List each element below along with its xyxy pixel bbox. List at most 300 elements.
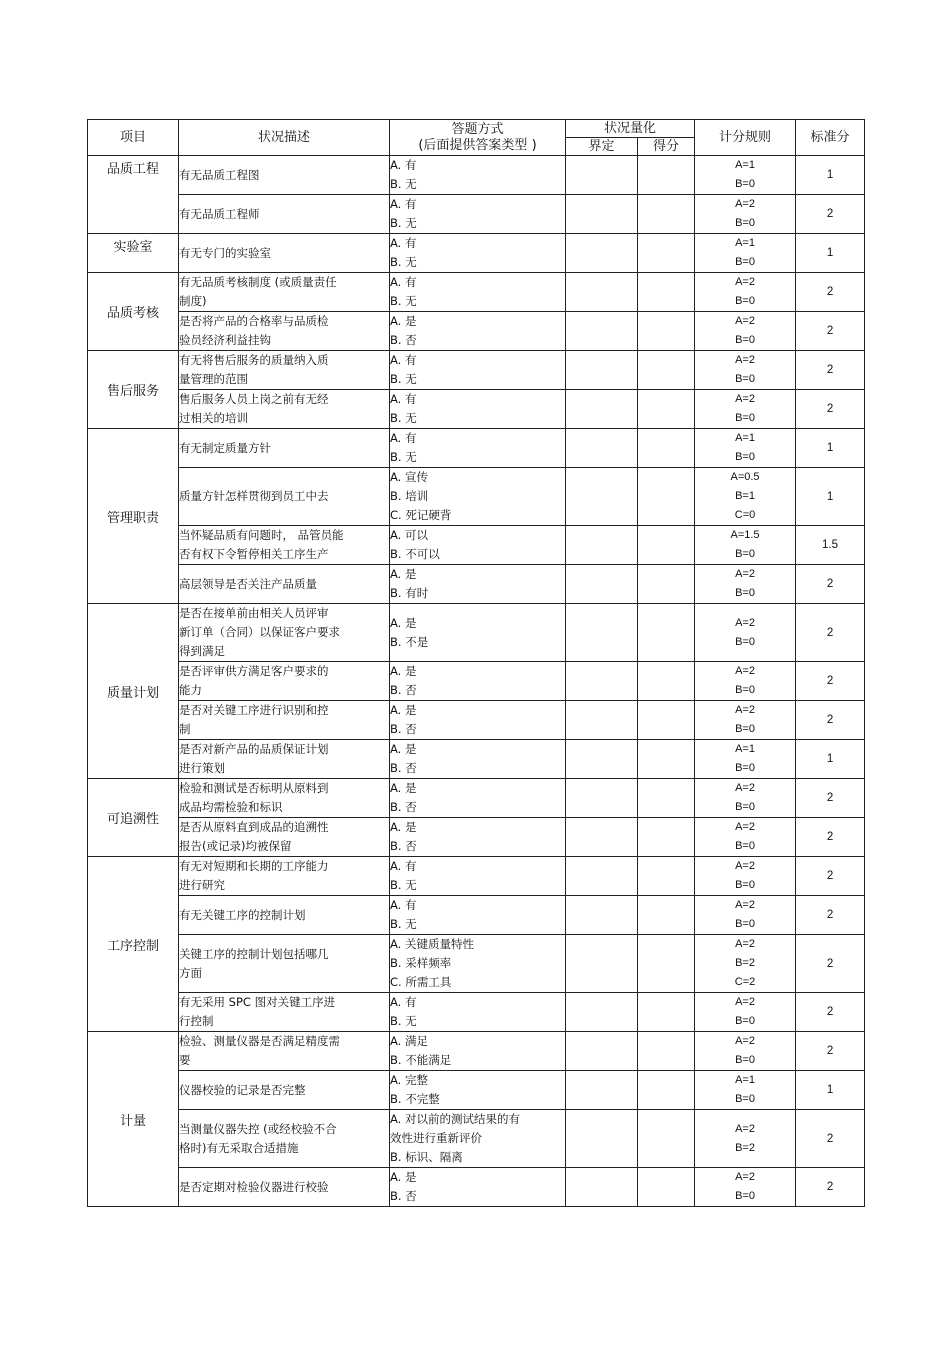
table-row bbox=[88, 1071, 865, 1110]
score-input-cell[interactable] bbox=[638, 1110, 695, 1168]
answer-line: A. 是 bbox=[390, 567, 417, 581]
description-line: 要 bbox=[179, 1053, 191, 1067]
answer-cell bbox=[390, 701, 566, 740]
rule-line: C=0 bbox=[734, 509, 756, 521]
define-input-cell[interactable] bbox=[566, 468, 638, 526]
answer-line: A. 有 bbox=[390, 995, 417, 1009]
answer-line: B. 无 bbox=[390, 216, 417, 230]
description-line: 否有权下令暂停相关工序生产 bbox=[179, 547, 329, 561]
answer-cell bbox=[390, 429, 566, 468]
answer-cell bbox=[390, 312, 566, 351]
table-row bbox=[88, 312, 865, 351]
rule-cell bbox=[695, 857, 796, 896]
rule-cell bbox=[695, 156, 796, 195]
rule-cell bbox=[695, 993, 796, 1032]
define-input-cell[interactable] bbox=[566, 1032, 638, 1071]
score-input-cell[interactable] bbox=[638, 234, 695, 273]
rule-line: B=0 bbox=[735, 635, 755, 648]
answer-line: A. 对以前的测试结果的有 bbox=[390, 1112, 520, 1126]
description-line: 验员经济利益挂钩 bbox=[179, 333, 271, 347]
score-input-cell[interactable] bbox=[638, 1032, 695, 1071]
rule-line: B=0 bbox=[735, 334, 755, 346]
description-line: 当测量仪器失控 (或经校验不合 bbox=[179, 1121, 337, 1136]
rule-line: B=0 bbox=[735, 1015, 755, 1027]
header-answer-method-title: 答题方式 bbox=[451, 121, 504, 137]
table-row bbox=[88, 390, 865, 429]
rule-line: A=0.5 bbox=[730, 471, 760, 483]
rule-cell bbox=[695, 818, 796, 857]
description-cell bbox=[179, 273, 390, 312]
answer-line: B. 不能满足 bbox=[390, 1053, 452, 1067]
rule-line: B=0 bbox=[735, 684, 755, 696]
answer-line: B. 无 bbox=[390, 878, 417, 892]
rule-cell bbox=[695, 273, 796, 312]
rule-line: B=0 bbox=[735, 587, 755, 599]
description-line: 制度) bbox=[179, 294, 207, 308]
category-cell: 计量 bbox=[88, 1032, 179, 1207]
table-row bbox=[88, 857, 865, 896]
score-input-cell[interactable] bbox=[638, 779, 695, 818]
rule-line: A=2 bbox=[735, 996, 755, 1008]
answer-line: B. 无 bbox=[390, 450, 417, 464]
answer-cell bbox=[390, 1168, 566, 1207]
description-line: 制 bbox=[179, 722, 191, 736]
answer-line: B. 不完整 bbox=[390, 1092, 440, 1106]
standard-score-cell: 2 bbox=[796, 565, 865, 604]
define-input-cell[interactable] bbox=[566, 234, 638, 273]
define-input-cell[interactable] bbox=[566, 935, 638, 993]
score-input-cell[interactable] bbox=[638, 604, 695, 662]
description-line: 售后服务人员上岗之前有无经 bbox=[179, 392, 329, 406]
score-input-cell[interactable] bbox=[638, 429, 695, 468]
table-row bbox=[88, 935, 865, 993]
answer-line: B. 否 bbox=[390, 800, 417, 814]
rule-line: B=0 bbox=[735, 412, 755, 424]
answer-line: A. 完整 bbox=[390, 1073, 428, 1087]
table-row bbox=[88, 779, 865, 818]
answer-cell bbox=[390, 857, 566, 896]
header-score: 得分 bbox=[638, 138, 695, 156]
answer-line: B. 否 bbox=[390, 683, 417, 697]
table-row bbox=[88, 351, 865, 390]
define-input-cell[interactable] bbox=[566, 195, 638, 234]
rule-line: B=0 bbox=[735, 217, 755, 229]
category-cell: 工序控制 bbox=[88, 857, 179, 1032]
rule-cell bbox=[695, 234, 796, 273]
answer-line: B. 否 bbox=[390, 333, 417, 347]
description-line: 有无制定质量方针 bbox=[179, 440, 271, 455]
score-input-cell[interactable] bbox=[638, 273, 695, 312]
rule-line: A=1.5 bbox=[730, 529, 760, 541]
description-cell bbox=[179, 1071, 390, 1110]
score-input-cell[interactable] bbox=[638, 390, 695, 429]
rule-line: B=0 bbox=[735, 295, 755, 307]
score-input-cell[interactable] bbox=[638, 818, 695, 857]
answer-line: C. 死记硬背 bbox=[390, 508, 452, 522]
category-cell: 质量计划 bbox=[88, 604, 179, 779]
rule-line: B=1 bbox=[735, 490, 755, 502]
score-input-cell[interactable] bbox=[638, 565, 695, 604]
rule-cell bbox=[695, 1071, 796, 1110]
answer-cell bbox=[390, 993, 566, 1032]
score-input-cell[interactable] bbox=[638, 662, 695, 701]
define-input-cell[interactable] bbox=[566, 390, 638, 429]
rule-line: B=0 bbox=[735, 723, 755, 735]
rule-line: A=2 bbox=[735, 354, 755, 366]
table-row bbox=[88, 195, 865, 234]
define-input-cell[interactable] bbox=[566, 156, 638, 195]
define-input-cell[interactable] bbox=[566, 740, 638, 779]
rule-line: A=2 bbox=[735, 821, 755, 833]
rule-line: A=2 bbox=[735, 782, 755, 794]
answer-cell bbox=[390, 390, 566, 429]
rule-cell bbox=[695, 701, 796, 740]
answer-cell bbox=[390, 565, 566, 604]
answer-cell bbox=[390, 351, 566, 390]
answer-line: B. 无 bbox=[390, 372, 417, 386]
score-input-cell[interactable] bbox=[638, 526, 695, 565]
define-input-cell[interactable] bbox=[566, 896, 638, 935]
rule-cell bbox=[695, 1110, 796, 1168]
answer-line: A. 有 bbox=[390, 275, 417, 289]
description-cell bbox=[179, 779, 390, 818]
table-row bbox=[88, 565, 865, 604]
score-input-cell[interactable] bbox=[638, 351, 695, 390]
define-input-cell[interactable] bbox=[566, 857, 638, 896]
rule-line: A=2 bbox=[735, 938, 755, 950]
define-input-cell[interactable] bbox=[566, 662, 638, 701]
description-cell bbox=[179, 662, 390, 701]
rule-line: B=0 bbox=[735, 451, 755, 463]
rule-line: A=2 bbox=[735, 315, 755, 327]
description-line: 是否从原料直到成品的追溯性 bbox=[179, 820, 329, 834]
answer-cell bbox=[390, 604, 566, 662]
description-line: 行控制 bbox=[179, 1014, 214, 1028]
score-input-cell[interactable] bbox=[638, 701, 695, 740]
answer-cell bbox=[390, 195, 566, 234]
description-line: 是否将产品的合格率与品质检 bbox=[179, 314, 329, 328]
standard-score-cell: 2 bbox=[796, 818, 865, 857]
score-input-cell[interactable] bbox=[638, 195, 695, 234]
define-input-cell[interactable] bbox=[566, 1168, 638, 1207]
rule-cell bbox=[695, 429, 796, 468]
standard-score-cell: 2 bbox=[796, 1032, 865, 1071]
description-line: 进行研究 bbox=[179, 878, 225, 892]
answer-line: A. 有 bbox=[390, 898, 417, 912]
description-cell bbox=[179, 604, 390, 662]
define-input-cell[interactable] bbox=[566, 701, 638, 740]
answer-cell bbox=[390, 1032, 566, 1071]
standard-score-cell: 2 bbox=[796, 195, 865, 234]
rule-cell bbox=[695, 1168, 796, 1207]
answer-line: A. 是 bbox=[390, 820, 417, 834]
header-standard: 标准分 bbox=[796, 120, 865, 156]
description-line: 有无品质工程师 bbox=[179, 206, 260, 221]
score-input-cell[interactable] bbox=[638, 156, 695, 195]
rule-cell bbox=[695, 740, 796, 779]
description-cell bbox=[179, 351, 390, 390]
answer-line: A. 有 bbox=[390, 859, 417, 873]
description-line: 进行策划 bbox=[179, 761, 225, 775]
score-input-cell[interactable] bbox=[638, 896, 695, 935]
description-line: 仪器校验的记录是否完整 bbox=[179, 1082, 306, 1097]
score-input-cell[interactable] bbox=[638, 1071, 695, 1110]
rule-line: A=1 bbox=[735, 743, 755, 755]
score-input-cell[interactable] bbox=[638, 935, 695, 993]
header-define: 界定 bbox=[566, 138, 638, 156]
table-row bbox=[88, 993, 865, 1032]
rule-cell bbox=[695, 604, 796, 662]
answer-line: B. 否 bbox=[390, 761, 417, 775]
rule-line: A=2 bbox=[735, 665, 755, 677]
description-cell bbox=[179, 1110, 390, 1168]
define-input-cell[interactable] bbox=[566, 993, 638, 1032]
table-row bbox=[88, 662, 865, 701]
rule-line: A=1 bbox=[735, 432, 755, 444]
rule-cell bbox=[695, 390, 796, 429]
answer-cell bbox=[390, 1110, 566, 1168]
answer-line: B. 标识、隔离 bbox=[390, 1150, 463, 1164]
description-cell bbox=[179, 1168, 390, 1207]
answer-cell bbox=[390, 818, 566, 857]
answer-line: B. 采样频率 bbox=[390, 956, 452, 970]
description-cell bbox=[179, 896, 390, 935]
answer-cell bbox=[390, 234, 566, 273]
description-line: 是否对关键工序进行识别和控 bbox=[179, 703, 329, 717]
answer-line: A. 关键质量特性 bbox=[390, 937, 474, 951]
standard-score-cell: 2 bbox=[796, 896, 865, 935]
rule-line: B=0 bbox=[735, 1054, 755, 1066]
standard-score-cell: 2 bbox=[796, 312, 865, 351]
table-row bbox=[88, 1110, 865, 1168]
description-line: 有无对短期和长期的工序能力 bbox=[179, 859, 329, 873]
answer-line: A. 是 bbox=[390, 1170, 417, 1184]
rule-cell bbox=[695, 935, 796, 993]
description-cell bbox=[179, 195, 390, 234]
standard-score-cell: 2 bbox=[796, 351, 865, 390]
table-row bbox=[88, 468, 865, 526]
score-input-cell[interactable] bbox=[638, 857, 695, 896]
rule-line: A=2 bbox=[735, 568, 755, 580]
define-input-cell[interactable] bbox=[566, 818, 638, 857]
answer-cell bbox=[390, 779, 566, 818]
answer-cell bbox=[390, 273, 566, 312]
description-line: 能力 bbox=[179, 683, 202, 697]
answer-line: C. 所需工具 bbox=[390, 975, 452, 989]
description-line: 得到满足 bbox=[179, 644, 225, 658]
define-input-cell[interactable] bbox=[566, 351, 638, 390]
category-cell: 可追溯性 bbox=[88, 779, 179, 857]
standard-score-cell: 2 bbox=[796, 1168, 865, 1207]
description-cell bbox=[179, 857, 390, 896]
rule-line: A=2 bbox=[735, 1171, 755, 1183]
header-rule: 计分规则 bbox=[695, 120, 796, 156]
standard-score-cell: 1 bbox=[796, 740, 865, 779]
description-cell bbox=[179, 312, 390, 351]
description-line: 成品均需检验和标识 bbox=[179, 800, 283, 814]
standard-score-cell: 2 bbox=[796, 604, 865, 662]
description-line: 有无品质考核制度 (或质量责任 bbox=[179, 275, 337, 289]
answer-line: A. 是 bbox=[390, 664, 417, 678]
rule-cell bbox=[695, 195, 796, 234]
description-line: 高层领导是否关注产品质量 bbox=[179, 576, 317, 591]
description-line: 有无关键工序的控制计划 bbox=[179, 907, 306, 922]
answer-line: A. 是 bbox=[390, 314, 417, 328]
score-input-cell[interactable] bbox=[638, 993, 695, 1032]
table-row bbox=[88, 234, 865, 273]
rule-line: A=2 bbox=[735, 704, 755, 716]
rule-line: B=0 bbox=[735, 548, 755, 560]
define-input-cell[interactable] bbox=[566, 779, 638, 818]
description-cell bbox=[179, 935, 390, 993]
answer-line: B. 无 bbox=[390, 294, 417, 308]
answer-line: B. 不可以 bbox=[390, 547, 440, 561]
answer-line: A. 是 bbox=[390, 703, 417, 717]
standard-score-cell: 2 bbox=[796, 701, 865, 740]
description-line: 有无品质工程图 bbox=[179, 167, 260, 182]
standard-score-cell: 2 bbox=[796, 1110, 865, 1168]
standard-score-cell: 2 bbox=[796, 390, 865, 429]
rule-line: B=0 bbox=[735, 801, 755, 813]
description-cell bbox=[179, 701, 390, 740]
table-row bbox=[88, 818, 865, 857]
rule-cell bbox=[695, 896, 796, 935]
description-cell bbox=[179, 390, 390, 429]
standard-score-cell: 2 bbox=[796, 857, 865, 896]
description-cell bbox=[179, 234, 390, 273]
description-line: 是否评审供方满足客户要求的 bbox=[179, 664, 329, 678]
rule-line: C=2 bbox=[734, 976, 756, 988]
answer-line: A. 是 bbox=[390, 615, 417, 630]
standard-score-cell: 1 bbox=[796, 234, 865, 273]
standard-score-cell: 1 bbox=[796, 156, 865, 195]
answer-line: B. 否 bbox=[390, 839, 417, 853]
category-cell: 品质工程 bbox=[88, 156, 179, 234]
description-line: 关键工序的控制计划包括哪几 bbox=[179, 946, 329, 961]
description-line: 方面 bbox=[179, 965, 202, 980]
define-input-cell[interactable] bbox=[566, 526, 638, 565]
define-input-cell[interactable] bbox=[566, 604, 638, 662]
rule-line: B=0 bbox=[735, 1093, 755, 1105]
description-cell bbox=[179, 1032, 390, 1071]
rule-line: A=2 bbox=[735, 198, 755, 210]
rule-line: B=0 bbox=[735, 840, 755, 852]
define-input-cell[interactable] bbox=[566, 429, 638, 468]
answer-cell bbox=[390, 662, 566, 701]
description-line: 报告(或记录)均被保留 bbox=[179, 839, 292, 853]
description-line: 是否在接单前由相关人员评审 bbox=[179, 606, 329, 620]
answer-cell bbox=[390, 526, 566, 565]
description-line: 有无专门的实验室 bbox=[179, 245, 271, 260]
description-line: 质量方针怎样贯彻到员工中去 bbox=[179, 489, 329, 503]
category-cell: 品质考核 bbox=[88, 273, 179, 351]
rule-line: A=1 bbox=[735, 237, 755, 249]
standard-score-cell: 2 bbox=[796, 662, 865, 701]
description-line: 过相关的培训 bbox=[179, 411, 248, 425]
table-row bbox=[88, 740, 865, 779]
answer-line: A. 有 bbox=[390, 392, 417, 406]
table-row bbox=[88, 273, 865, 312]
answer-cell bbox=[390, 740, 566, 779]
description-line: 有无将售后服务的质量纳入质 bbox=[179, 353, 329, 367]
description-line: 检验和测试是否标明从原料到 bbox=[179, 781, 329, 795]
standard-score-cell: 1 bbox=[796, 468, 865, 526]
description-line: 新订单（合同）以保证客户要求 bbox=[179, 625, 340, 639]
rule-cell bbox=[695, 351, 796, 390]
rule-line: B=0 bbox=[735, 1190, 755, 1202]
category-cell: 售后服务 bbox=[88, 351, 179, 429]
rule-cell bbox=[695, 312, 796, 351]
standard-score-cell: 1.5 bbox=[796, 526, 865, 565]
answer-line: A. 可以 bbox=[390, 528, 428, 542]
standard-score-cell: 2 bbox=[796, 935, 865, 993]
description-line: 是否定期对检验仪器进行校验 bbox=[179, 1179, 329, 1194]
standard-score-cell: 1 bbox=[796, 1071, 865, 1110]
description-cell bbox=[179, 818, 390, 857]
answer-line: A. 有 bbox=[390, 197, 417, 211]
description-cell bbox=[179, 526, 390, 565]
description-cell bbox=[179, 565, 390, 604]
table-row bbox=[88, 1032, 865, 1071]
define-input-cell[interactable] bbox=[566, 1071, 638, 1110]
score-input-cell[interactable] bbox=[638, 740, 695, 779]
description-line: 当怀疑品质有问题时， 品管员能 bbox=[179, 528, 344, 542]
answer-line: A. 有 bbox=[390, 353, 417, 367]
description-cell bbox=[179, 156, 390, 195]
description-line: 检验、测量仪器是否满足精度需 bbox=[179, 1034, 340, 1048]
table-row bbox=[88, 526, 865, 565]
answer-line: B. 无 bbox=[390, 917, 417, 931]
description-cell bbox=[179, 429, 390, 468]
header-description: 状况描述 bbox=[179, 120, 390, 156]
rule-line: B=0 bbox=[735, 178, 755, 190]
table-row bbox=[88, 701, 865, 740]
answer-line: A. 有 bbox=[390, 431, 417, 445]
define-input-cell[interactable] bbox=[566, 1110, 638, 1168]
answer-line: B. 无 bbox=[390, 177, 417, 191]
rule-cell bbox=[695, 779, 796, 818]
rule-line: A=2 bbox=[735, 860, 755, 872]
table-row bbox=[88, 896, 865, 935]
rule-line: A=2 bbox=[735, 899, 755, 911]
answer-line: B. 不是 bbox=[390, 634, 429, 649]
answer-line: A. 满足 bbox=[390, 1034, 428, 1048]
define-input-cell[interactable] bbox=[566, 312, 638, 351]
answer-line: 效性进行重新评价 bbox=[390, 1131, 482, 1145]
answer-cell bbox=[390, 935, 566, 993]
answer-cell bbox=[390, 896, 566, 935]
description-line: 有无采用 SPC 图对关键工序进 bbox=[179, 995, 336, 1009]
table-row bbox=[88, 156, 865, 195]
define-input-cell[interactable] bbox=[566, 273, 638, 312]
answer-line: B. 无 bbox=[390, 411, 417, 425]
rule-line: B=0 bbox=[735, 879, 755, 891]
standard-score-cell: 2 bbox=[796, 779, 865, 818]
score-input-cell[interactable] bbox=[638, 468, 695, 526]
table-row bbox=[88, 1168, 865, 1207]
answer-line: B. 否 bbox=[390, 722, 417, 736]
header-quantify: 状况量化 bbox=[566, 120, 695, 138]
answer-line: B. 培训 bbox=[390, 489, 429, 503]
define-input-cell[interactable] bbox=[566, 565, 638, 604]
table-row bbox=[88, 604, 865, 662]
standard-score-cell: 1 bbox=[796, 429, 865, 468]
score-input-cell[interactable] bbox=[638, 1168, 695, 1207]
rule-line: B=0 bbox=[735, 256, 755, 268]
rule-line: A=2 bbox=[735, 393, 755, 405]
score-input-cell[interactable] bbox=[638, 312, 695, 351]
answer-line: A. 有 bbox=[390, 236, 417, 250]
